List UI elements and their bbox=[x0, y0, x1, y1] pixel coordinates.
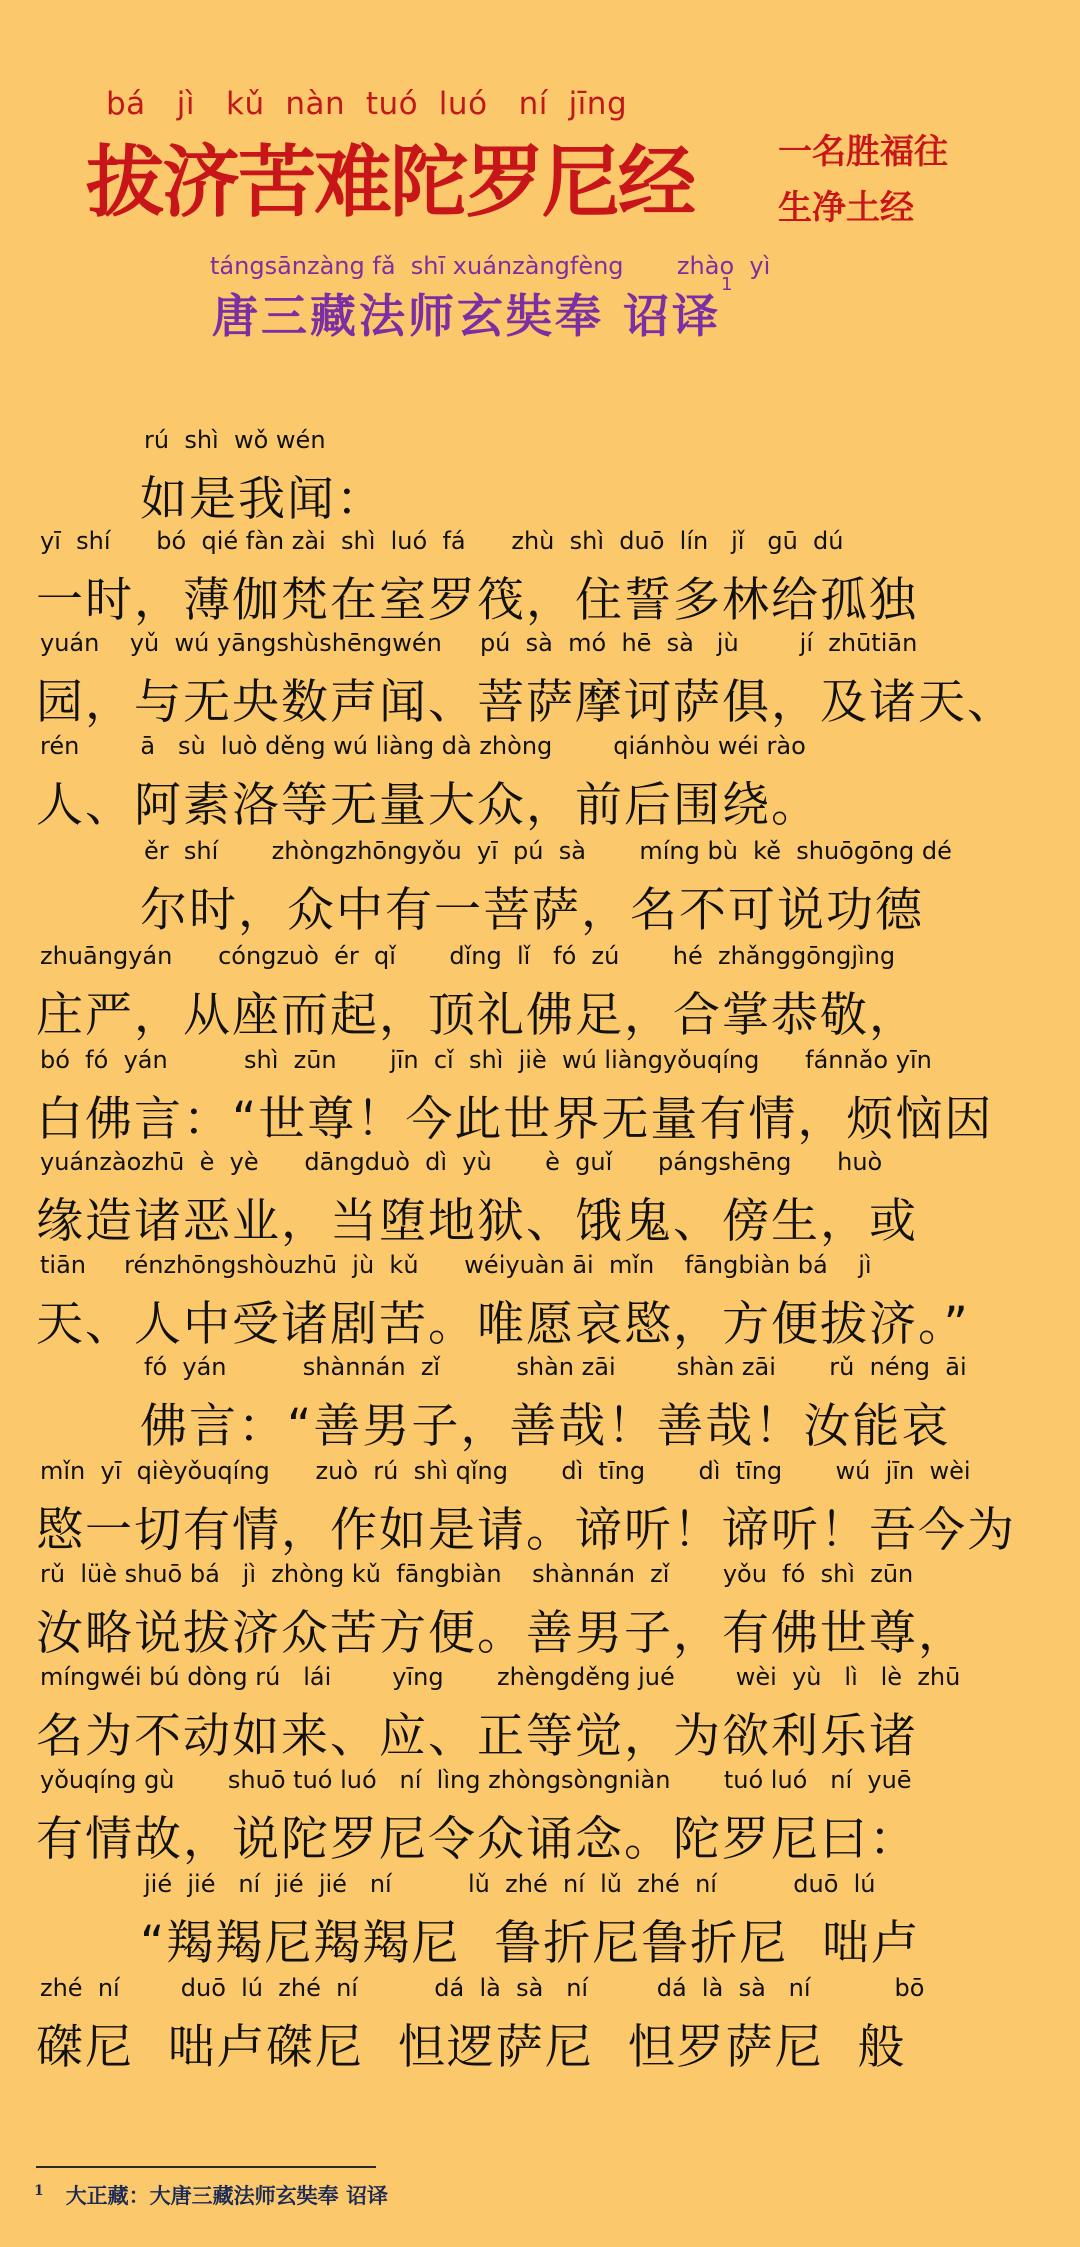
pinyin-line: zhé ní duō lú zhé ní dá là sà ní dá là sà ní bō bbox=[40, 1974, 925, 2002]
scripture-line: 一时，薄伽梵在室罗筏，住誓多林给孤独 bbox=[36, 573, 918, 628]
pinyin-line: rǔ lüè shuō bá jì zhòng kǔ fāngbiàn shànnán zǐ yǒu fó shì zūn bbox=[40, 1560, 914, 1588]
scripture-line: 有情故，说陀罗尼令众诵念。陀罗尼曰： bbox=[36, 1812, 918, 1867]
page-title: 拔济苦难陀罗尼经 bbox=[86, 137, 695, 228]
footnote-ref: 1 bbox=[721, 274, 733, 295]
translator-text: 唐三藏法师玄奘奉 诏译 bbox=[212, 289, 722, 343]
scripture-line: 园，与无央数声闻、菩萨摩诃萨俱，及诸天、 bbox=[36, 675, 1016, 730]
pinyin-line: ěr shí zhòngzhōngyǒu yī pú sà míng bù kě shuōgōng dé bbox=[144, 837, 952, 865]
translator-credit bbox=[212, 274, 733, 346]
scripture-line: 如是我闻： bbox=[140, 472, 385, 527]
footnote-marker: 1 bbox=[34, 2183, 44, 2199]
pinyin-line: fó yán shànnán zǐ shàn zāi shàn zāi rǔ néng āi bbox=[144, 1353, 967, 1381]
pinyin-line: rén ā sù luò děng wú liàng dà zhòng qiánhòu wéi rào bbox=[40, 732, 806, 760]
pinyin-line: tiān rénzhōngshòuzhū jù kǔ wéiyuàn āi mǐn fāngbiàn bá jì bbox=[40, 1251, 872, 1279]
alt-title-line2: 生净土经 bbox=[778, 188, 914, 228]
footnote-text: 大正藏：大唐三藏法师玄奘奉 诏译 bbox=[65, 2183, 388, 2208]
scripture-line: 白佛言：“世尊！今此世界无量有情，烦恼因 bbox=[36, 1092, 994, 1147]
footnote bbox=[34, 2180, 388, 2210]
scripture-line: “羯羯尼羯羯尼 鲁折尼鲁折尼 咄卢 bbox=[140, 1916, 921, 1971]
pinyin-line: jié jié ní jié jié ní lǔ zhé ní lǔ zhé ní duō lú bbox=[144, 1870, 876, 1898]
scripture-line: 尔时，众中有一菩萨，名不可说功德 bbox=[140, 883, 924, 938]
scripture-line: 天、人中受诸剧苦。唯愿哀愍，方便拔济。” bbox=[36, 1297, 970, 1352]
scripture-line: 愍一切有情，作如是请。谛听！谛听！吾今为 bbox=[36, 1503, 1016, 1558]
scripture-line: 缘造诸恶业，当堕地狱、饿鬼、傍生，或 bbox=[36, 1194, 918, 1249]
pinyin-line: bó fó yán shì zūn jīn cǐ shì jiè wú liàngyǒuqíng fánnǎo yīn bbox=[40, 1046, 932, 1074]
pinyin-line: mǐn yī qièyǒuqíng zuò rú shì qǐng dì tīng dì tīng wú jīn wèi bbox=[40, 1457, 971, 1485]
scripture-line: 庄严，从座而起，顶礼佛足，合掌恭敬， bbox=[36, 988, 918, 1043]
pinyin-line: yuánzàozhū è yè dāngduò dì yù è guǐ pángshēng huò bbox=[40, 1148, 883, 1176]
title-pinyin: bá jì kǔ nàn tuó luó ní jīng bbox=[106, 86, 628, 122]
scripture-line: 汝略说拔济众苦方便。善男子，有佛世尊， bbox=[36, 1606, 967, 1661]
pinyin-line: míngwéi bú dòng rú lái yīng zhèngděng jué wèi yù lì lè zhū bbox=[40, 1663, 961, 1691]
footnote-divider bbox=[36, 2166, 376, 2168]
pinyin-line: rú shì wǒ wén bbox=[144, 426, 326, 454]
scripture-line: 名为不动如来、应、正等觉，为欲利乐诸 bbox=[36, 1709, 918, 1764]
pinyin-line: yǒuqíng gù shuō tuó luó ní lìng zhòngsòngniàn tuó luó ní yuē bbox=[40, 1766, 912, 1794]
pinyin-line: zhuāngyán cóngzuò ér qǐ dǐng lǐ fó zú hé zhǎnggōngjìng bbox=[40, 942, 896, 970]
translator-pinyin: tángsānzàng fǎ shī xuánzàngfèng zhào yì bbox=[210, 252, 771, 280]
alt-title-line1: 一名胜福往 bbox=[778, 132, 948, 172]
scripture-line: 人、阿素洛等无量大众，前后围绕。 bbox=[36, 778, 820, 833]
scripture-line: 佛言：“善男子，善哉！善哉！汝能哀 bbox=[140, 1399, 951, 1454]
pinyin-line: yuán yǔ wú yāngshùshēngwén pú sà mó hē sà jù jí zhūtiān bbox=[40, 629, 918, 657]
scripture-line: 磔尼 咄卢磔尼 怛逻萨尼 怛罗萨尼 般 bbox=[36, 2020, 907, 2075]
pinyin-line: yī shí bó qié fàn zài shì luó fá zhù shì duō lín jǐ gū dú bbox=[40, 527, 844, 555]
